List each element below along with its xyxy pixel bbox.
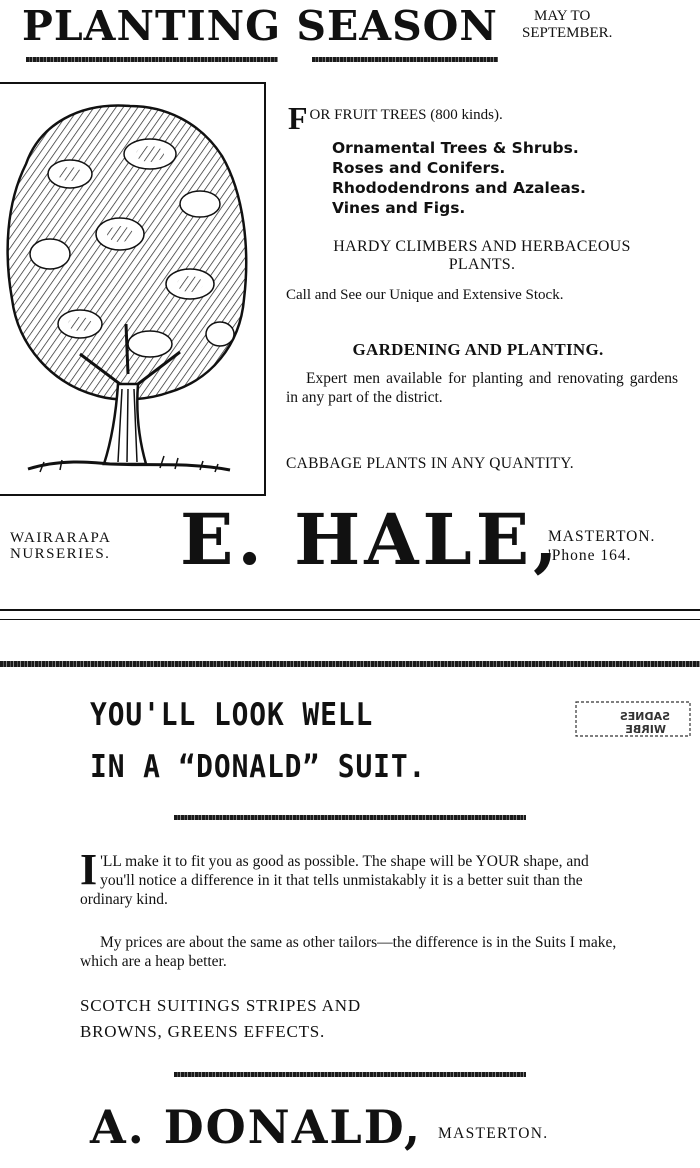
fruit-dropcap: F [288,100,308,136]
season-dates [522,8,612,42]
call-and-see: Call and See our Unique and Extensive Stock. [286,287,564,303]
stamp-graphic [574,698,694,740]
para1-text: 'LL make it to fit you as good as possible. The shape will be YOUR shape, and you'll notice a difference in it that tells unmistakably it is a better suit than the ordinary kind. [80,853,589,908]
ad-divider-bottom [0,661,700,667]
ad-divider-top [0,609,700,611]
tailor-town: MASTERTON. [438,1125,549,1142]
ornamental-line-3: Rhododendrons and Azaleas. [332,179,586,197]
tailor-paragraph-2: My prices are about the same as other tailors—the difference is in the Suits I make, which are a heap better. [80,934,617,970]
name-overline [174,1072,526,1077]
tree-illustration-frame [0,82,266,496]
headline-line-2: IN A “DONALD” SUIT. [90,749,427,785]
gardening-heading: GARDENING AND PLANTING. [352,340,604,359]
tailor-paragraph-1 [80,845,624,909]
fruit-text: OR FRUIT TREES (800 kinds). [309,107,503,123]
ornamental-line-2: Roses and Conifers. [332,159,506,177]
nursery-name-line-1: WAIRARAPA [10,530,112,546]
title-underline-right [312,57,498,62]
title-underline-left [26,57,278,62]
svg-text:SADNES: SADNES [619,710,670,723]
nursery-name [10,530,111,562]
tree-illustration [0,84,262,494]
nursery-town: MASTERTON. [548,528,656,545]
para1-dropcap: I [80,845,98,894]
scotch-line-1: SCOTCH SUITINGS STRIPES AND [80,996,361,1015]
nursery-phone: 'Phone 164. [548,547,632,564]
fruit-trees-line [288,100,503,137]
nursery-address [548,527,655,565]
nursery-name-line-2: NURSERIES. [10,546,111,562]
svg-text:WIRBE: WIRBE [625,723,666,736]
hardy-line-2: PLANTS. [448,256,516,273]
ad-divider-thin [0,619,700,620]
tailor-name: A. DONALD, [90,1100,423,1154]
ornamental-line-4: Vines and Figs. [332,199,466,217]
scotch-suitings [80,993,361,1045]
scotch-line-2: BROWNS, GREENS EFFECTS. [80,1022,326,1041]
gardening-text: Expert men available for planting and renovating gardens in any part of the district. [286,370,678,406]
season-dates-line2: SEPTEMBER. [522,25,613,41]
headline-underline [174,815,526,820]
hardy-line-1: HARDY CLIMBERS AND HERBACEOUS [333,238,631,255]
headline-line-1: YOU'LL LOOK WELL [90,697,374,733]
season-dates-line1: MAY TO [534,8,591,24]
cabbage-plants: CABBAGE PLANTS IN ANY QUANTITY. [286,455,574,472]
proprietor-name: E. HALE, [180,498,562,581]
hardy-climbers [286,238,678,274]
mirrored-stamp [574,698,694,740]
ad-title: PLANTING SEASON [22,2,498,50]
ornamental-line-1: Ornamental Trees & Shrubs. [332,139,579,157]
